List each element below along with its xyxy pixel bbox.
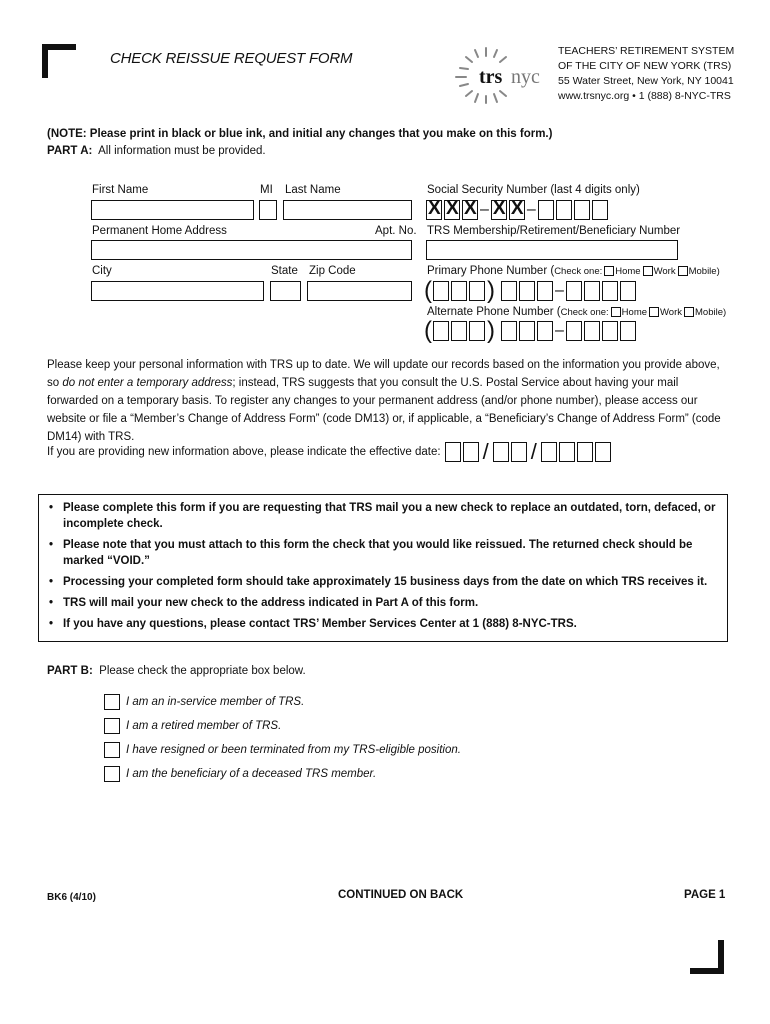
effective-date-row — [47, 439, 613, 465]
phone-digit-box[interactable] — [584, 321, 600, 341]
last-name-field[interactable] — [283, 200, 412, 220]
apt-label: Apt. No. — [375, 225, 417, 237]
org-line: www.trsnyc.org • 1 (888) 8-NYC-TRS — [558, 90, 731, 102]
ssn-masked-digit — [462, 200, 478, 220]
effective-date-label: If you are providing new information above, please indicate the effective date: — [47, 446, 441, 458]
option-label: I am the beneficiary of a deceased TRS member. — [126, 768, 377, 780]
ssn-digit-box[interactable] — [574, 200, 590, 220]
option-label: I have resigned or been terminated from my TRS-eligible position. — [126, 744, 461, 756]
ssn-dash: – — [480, 201, 489, 218]
phone-dash: – — [555, 282, 564, 299]
instruction-item: • If you have any questions, please contact TRS’ Member Services Center at 1 (888) 8-NYC-TRS. — [49, 616, 717, 632]
ssn-digit-box[interactable] — [592, 200, 608, 220]
part-b-option — [104, 742, 461, 758]
home-checkbox[interactable] — [604, 266, 614, 276]
ssn-dash: – — [526, 201, 536, 218]
phone-digit-box[interactable] — [620, 321, 636, 341]
work-checkbox[interactable] — [643, 266, 653, 276]
part-b-heading — [47, 665, 306, 677]
check-one-text: Check one: — [554, 266, 603, 277]
work-label: Work — [653, 266, 676, 277]
close-paren: ) — [487, 277, 495, 304]
phone-digit-box[interactable] — [620, 281, 636, 301]
mobile-checkbox[interactable] — [684, 307, 694, 317]
option-checkbox[interactable] — [104, 694, 120, 710]
info-paragraph — [47, 356, 732, 446]
part-b-option — [104, 718, 281, 734]
part-a-heading — [47, 145, 266, 157]
phone-digit-box[interactable] — [451, 281, 467, 301]
ink-note: (NOTE: Please print in black or blue ink, and initial any changes that you make on this form.) — [47, 128, 553, 140]
trsnyc-logo — [450, 44, 556, 104]
date-day-box[interactable] — [511, 442, 527, 462]
continued-on-back: CONTINUED ON BACK — [338, 889, 464, 901]
alternate-phone-field — [424, 317, 638, 344]
mobile-checkbox[interactable] — [678, 266, 688, 276]
address-label: Permanent Home Address — [92, 225, 227, 237]
state-label: State — [271, 265, 298, 277]
first-name-field[interactable] — [91, 200, 254, 220]
primary-phone-field — [424, 277, 638, 304]
ssn-masked-digit — [509, 200, 525, 220]
ssn-digit-box[interactable] — [538, 200, 554, 220]
phone-digit-box[interactable] — [537, 321, 553, 341]
state-field[interactable] — [270, 281, 301, 301]
alternate-phone-text: Alternate Phone Number ( — [427, 306, 561, 318]
ssn-masked-digit — [426, 200, 442, 220]
membership-label: TRS Membership/Retirement/Beneficiary Number — [427, 225, 681, 237]
primary-phone-text: Primary Phone Number ( — [427, 265, 555, 277]
phone-digit-box[interactable] — [433, 281, 449, 301]
date-year-box[interactable] — [541, 442, 557, 462]
open-paren: ( — [424, 277, 432, 304]
logo-text-light: nyc — [511, 66, 540, 88]
option-checkbox[interactable] — [104, 742, 120, 758]
check-one-text: Check one: — [560, 307, 609, 318]
mi-field[interactable] — [259, 200, 277, 220]
phone-digit-box[interactable] — [602, 281, 618, 301]
ssn-digit-box[interactable] — [556, 200, 572, 220]
phone-digit-box[interactable] — [537, 281, 553, 301]
page-number: PAGE 1 — [684, 889, 726, 901]
option-checkbox[interactable] — [104, 718, 120, 734]
phone-digit-box[interactable] — [584, 281, 600, 301]
date-year-box[interactable] — [595, 442, 611, 462]
part-a-label: PART A: — [47, 145, 93, 157]
part-b-option — [104, 766, 376, 782]
date-month-box[interactable] — [463, 442, 479, 462]
membership-number-field[interactable] — [426, 240, 678, 260]
instruction-item: • TRS will mail your new check to the address indicated in Part A of this form. — [49, 595, 717, 611]
form-code: BK6 (4/10) — [47, 892, 96, 903]
home-checkbox[interactable] — [611, 307, 621, 317]
alternate-phone-label — [427, 306, 726, 318]
open-paren: ( — [424, 317, 432, 344]
zip-label: Zip Code — [309, 265, 356, 277]
work-checkbox[interactable] — [649, 307, 659, 317]
date-year-box[interactable] — [577, 442, 593, 462]
zip-field[interactable] — [307, 281, 412, 301]
date-slash: / — [530, 439, 537, 464]
part-b-text: Please check the appropriate box below. — [99, 665, 306, 677]
instruction-item: • Processing your completed form should take approximately 15 business days from the date on which TRS receives it. — [49, 574, 717, 590]
ssn-masked-digit — [491, 200, 507, 220]
home-label: Home — [621, 307, 648, 318]
ssn-label: Social Security Number (last 4 digits only) — [427, 184, 640, 196]
close-paren: ) — [487, 317, 495, 344]
part-b-option — [104, 694, 304, 710]
phone-digit-box[interactable] — [469, 281, 485, 301]
registration-mark-top-left — [42, 44, 76, 78]
instruction-item: • Please note that you must attach to this form the check that you would like reissued. The returned check should be marked “VOID.” — [49, 537, 717, 569]
info-paragraph-part: Please keep your personal information with TRS up to date. We will update our records based on the information you provide above, so — [47, 359, 720, 389]
instructions-box — [38, 494, 728, 642]
part-b-label: PART B: — [47, 665, 93, 677]
info-paragraph-italic: do not enter a temporary address — [62, 377, 233, 389]
instruction-item: • Please complete this form if you are requesting that TRS mail you a new check to replace an outdated, torn, defaced, or incomplete check. — [49, 500, 717, 532]
phone-digit-box[interactable] — [519, 281, 535, 301]
city-field[interactable] — [91, 281, 264, 301]
org-line: TEACHERS’ RETIREMENT SYSTEM — [558, 45, 735, 57]
primary-phone-label — [427, 265, 720, 277]
mi-label: MI — [260, 184, 273, 196]
last-name-label: Last Name — [285, 184, 341, 196]
phone-digit-box[interactable] — [451, 321, 467, 341]
mobile-label: Mobile) — [688, 266, 720, 277]
option-checkbox[interactable] — [104, 766, 120, 782]
ssn-field — [426, 200, 610, 220]
phone-digit-box[interactable] — [602, 321, 618, 341]
date-slash: / — [482, 439, 489, 464]
org-line: 55 Water Street, New York, NY 10041 — [558, 75, 734, 87]
city-label: City — [92, 265, 112, 277]
phone-digit-box[interactable] — [501, 281, 517, 301]
home-label: Home — [615, 266, 641, 277]
info-paragraph-part: ; instead, TRS suggests that you consult the U.S. Postal Service about having your mail forwarded on a temporary basis. To register any changes to your permanent address (and/or phone number), please access our website or file a “Member’s Change of Address Form” (code DM13) or, if applicable, a “Beneficiary’s Change of Address Form” (code DM14) with TRS. — [47, 377, 721, 443]
date-month-box[interactable] — [445, 442, 461, 462]
date-day-box[interactable] — [493, 442, 509, 462]
phone-digit-box[interactable] — [566, 281, 582, 301]
phone-dash: – — [555, 322, 564, 339]
phone-digit-box[interactable] — [501, 321, 517, 341]
org-address-block — [558, 44, 734, 104]
part-a-text: All information must be provided. — [98, 145, 266, 157]
registration-mark-bottom-right — [690, 940, 724, 974]
work-label: Work — [660, 307, 683, 318]
mobile-label: Mobile) — [695, 307, 727, 318]
date-year-box[interactable] — [559, 442, 575, 462]
address-field[interactable] — [91, 240, 412, 260]
phone-digit-box[interactable] — [519, 321, 535, 341]
phone-digit-box[interactable] — [433, 321, 449, 341]
option-label: I am a retired member of TRS. — [126, 720, 282, 732]
ssn-masked-digit — [444, 200, 460, 220]
phone-digit-box[interactable] — [469, 321, 485, 341]
phone-digit-box[interactable] — [566, 321, 582, 341]
logo-text-bold: trs — [479, 66, 503, 88]
org-line: OF THE CITY OF NEW YORK (TRS) — [558, 60, 732, 72]
option-label: I am an in-service member of TRS. — [126, 696, 305, 708]
form-title: CHECK REISSUE REQUEST FORM — [110, 50, 353, 67]
first-name-label: First Name — [92, 184, 149, 196]
